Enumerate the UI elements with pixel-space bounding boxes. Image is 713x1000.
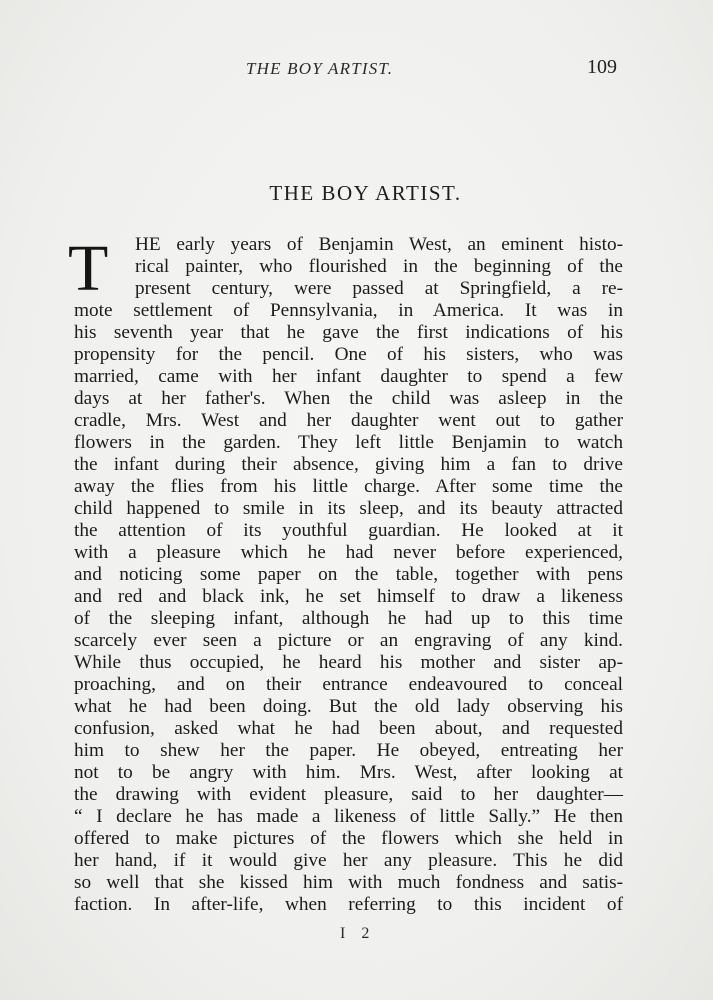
text-line: the attention of its youthful guardian. He looked at it — [74, 520, 623, 541]
signature-mark: I 2 — [340, 925, 376, 942]
text-line: scarcely ever seen a picture or an engraving of any kind. — [74, 630, 623, 651]
text-line: confusion, asked what he had been about, and requested — [74, 718, 623, 739]
text-line: propensity for the pencil. One of his sisters, who was — [74, 344, 623, 365]
text-line: flowers in the garden. They left little Benjamin to watch — [74, 432, 623, 453]
text-line: the infant during their absence, giving him a fan to drive — [74, 454, 623, 475]
text-line: so well that she kissed him with much fondness and satis- — [74, 872, 623, 893]
text-line: not to be angry with him. Mrs. West, after looking at — [74, 762, 623, 783]
text-line: him to shew her the paper. He obeyed, entreating her — [74, 740, 623, 761]
text-line: the drawing with evident pleasure, said to her daughter— — [74, 784, 623, 805]
text-line: “ I declare he has made a likeness of little Sally.” He then — [74, 806, 623, 827]
text-line: married, came with her infant daughter to spend a few — [74, 366, 623, 387]
text-line: rical painter, who flourished in the beginning of the — [135, 256, 623, 277]
text-line: her hand, if it would give her any pleasure. This he did — [74, 850, 623, 871]
text-line: mote settlement of Pennsylvania, in America. It was in — [74, 300, 623, 321]
drop-cap: T — [68, 232, 109, 305]
running-head: THE BOY ARTIST. — [246, 59, 394, 78]
text-line: proaching, and on their entrance endeavoured to conceal — [74, 674, 623, 695]
text-line: present century, were passed at Springfield, a re- — [135, 278, 623, 299]
page-number: 109 — [587, 56, 617, 78]
text-line: cradle, Mrs. West and her daughter went out to gather — [74, 410, 623, 431]
text-line: days at her father's. When the child was asleep in the — [74, 388, 623, 409]
text-line: offered to make pictures of the flowers which she held in — [74, 828, 623, 849]
text-line: with a pleasure which he had never before experienced, — [74, 542, 623, 563]
text-line: of the sleeping infant, although he had up to this time — [74, 608, 623, 629]
text-line: and red and black ink, he set himself to draw a likeness — [74, 586, 623, 607]
text-line: away the flies from his little charge. After some time the — [74, 476, 623, 497]
text-line: his seventh year that he gave the first indications of his — [74, 322, 623, 343]
text-line: While thus occupied, he heard his mother and sister ap- — [74, 652, 623, 673]
chapter-title: THE BOY ARTIST. — [269, 181, 462, 205]
text-line: faction. In after-life, when referring to this incident of — [74, 894, 623, 915]
text-line: and noticing some paper on the table, together with pens — [74, 564, 623, 585]
text-line: what he had been doing. But the old lady observing his — [74, 696, 623, 717]
text-line: child happened to smile in its sleep, and its beauty attracted — [74, 498, 623, 519]
text-line: HE early years of Benjamin West, an eminent histo- — [135, 234, 623, 255]
